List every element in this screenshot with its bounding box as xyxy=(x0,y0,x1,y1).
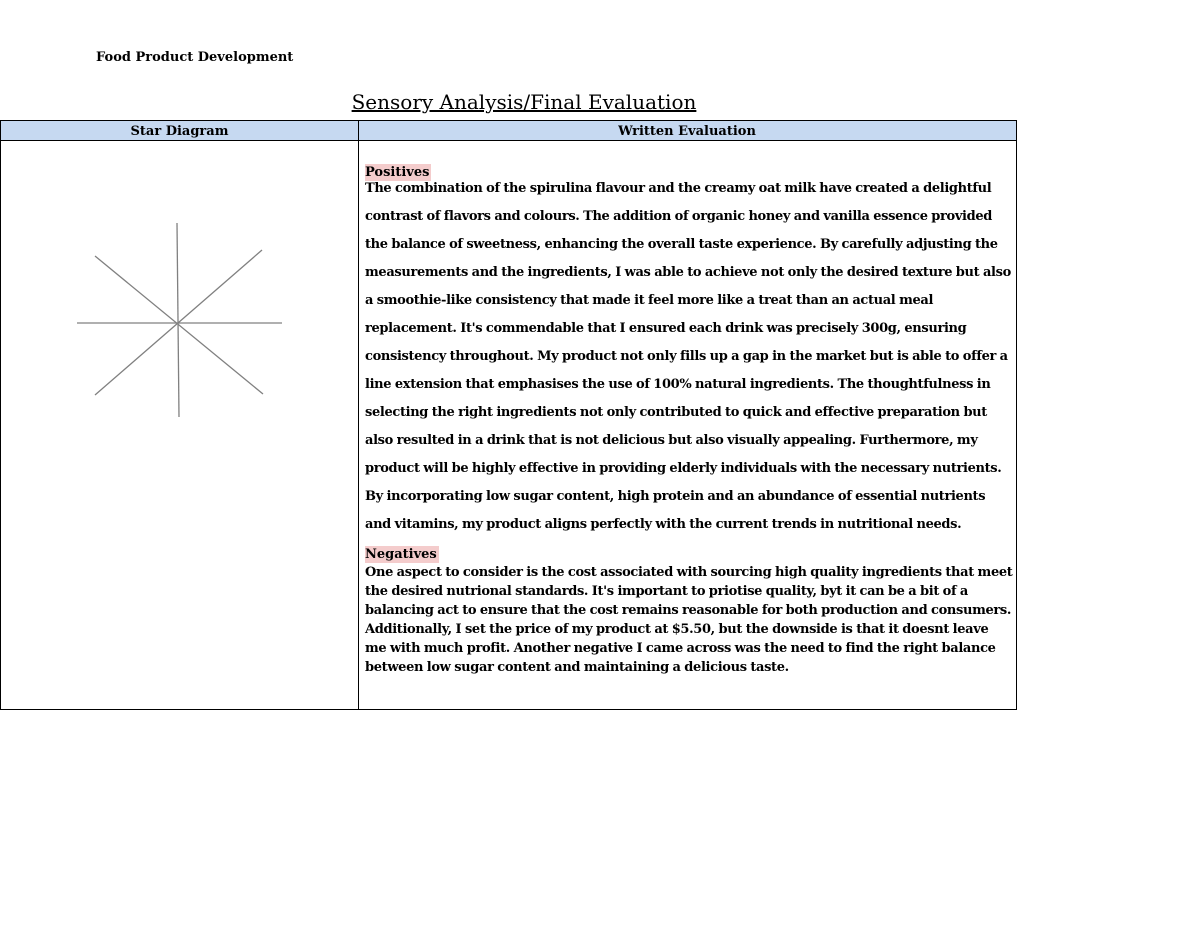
negatives-text: One aspect to consider is the cost associated with sourcing high quality ingredients that meet the desired nutrional standards. It's important to priotise quality, byt it can be a bit of a balancing act to ensure that the cost remains reasonable for both production and consumers. Additionally, I set the price of my product at $5.50, but the downside is that it doesnt leave me with much profit. Another negative I came across was the need to find the right balance between low sugar content and maintaining a delicious taste. xyxy=(365,565,1013,675)
table-header-row xyxy=(1,121,1016,141)
column-header-star-diagram: Star Diagram xyxy=(130,124,229,139)
positives-text: The combination of the spirulina flavour and the creamy oat milk have created a delightful contrast of flavors and colours. The addition of organic honey and vanilla essence provided the balance of sweetness, enhancing the overall taste experience. By carefully adjusting the measurements and the ingredients, I was able to achieve not only the desired texture but also a smoothie-like consistency that made it feel more like a treat than an actual meal replacement. It's commendable that I ensured each drink was precisely 300g, ensuring consistency throughout. My product not only fills up a gap in the market but is able to offer a line extension that emphasises the use of 100% natural ingredients. The thoughtfulness in selecting the right ingredients not only contributed to quick and effective preparation but also resulted in a drink that is not delicious but also visually appealing. Furthermore, my product will be highly effective in providing elderly individuals with the necessary nutrients. By incorporating low sugar content, high protein and an abundance of essential nutrients and vitamins, my product aligns perfectly with the current trends in nutritional needs. xyxy=(365,181,1011,532)
column-divider xyxy=(358,121,359,709)
page-title: Sensory Analysis/Final Evaluation xyxy=(351,90,697,114)
column-header-written-evaluation: Written Evaluation xyxy=(618,124,756,139)
positives-section xyxy=(365,161,1013,539)
document-header-title: Food Product Development xyxy=(96,50,294,65)
negatives-section xyxy=(365,543,1013,677)
evaluation-table xyxy=(0,120,1017,710)
star-diagram xyxy=(1,141,358,709)
star-diagram-cell xyxy=(1,141,358,709)
positives-label: Positives xyxy=(365,165,430,180)
negatives-label: Negatives xyxy=(365,547,437,562)
written-evaluation-cell xyxy=(365,161,1013,677)
star-spoke-vertical xyxy=(177,223,179,417)
